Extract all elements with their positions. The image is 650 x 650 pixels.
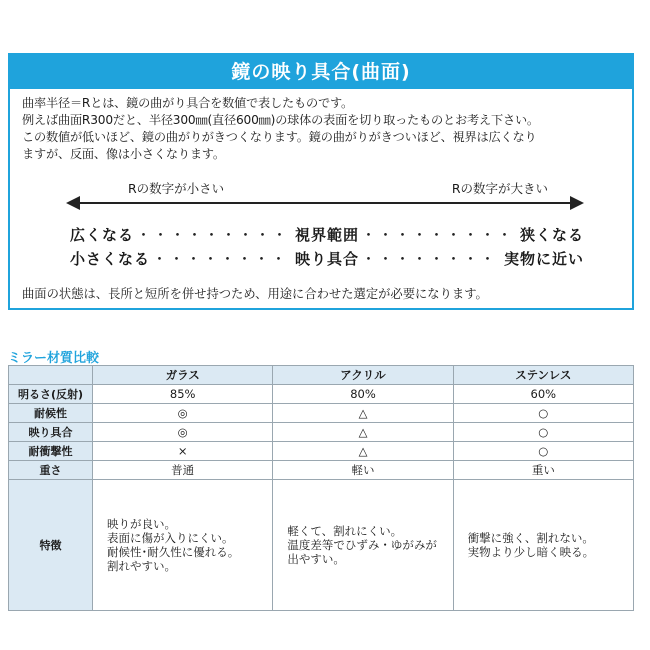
feature-cell-glass [93, 480, 273, 611]
table-cell: 60% [453, 385, 633, 404]
scale-row-reflection [70, 247, 584, 269]
footer-note: 曲面の状態は、長所と短所を併せ持つため、用途に合わせた選定が必要になります。 [22, 287, 488, 301]
panel-title: 鏡の映り具合(曲面) [10, 55, 632, 89]
table-cell: 80% [273, 385, 453, 404]
row-header: 明るさ(反射) [9, 385, 93, 404]
intro-line: 曲率半径＝Rとは、鏡の曲がり具合を数値で表したものです。 [22, 96, 353, 110]
dot-leader [361, 224, 518, 245]
feature-cell-acrylic [273, 480, 453, 611]
intro-line: この数値が低いほど、鏡の曲がりがきつくなります。鏡の曲がりがきついほど、視界は広くなり [22, 130, 537, 144]
arrow-right-icon [570, 196, 584, 210]
table-cell: 普通 [93, 461, 273, 480]
feature-cell-stainless [453, 480, 633, 611]
material-comparison-table [8, 365, 634, 611]
table-cell: ○ [453, 423, 633, 442]
table-header-row [9, 366, 634, 385]
table-row [9, 404, 634, 423]
row-header: 特徴 [9, 480, 93, 611]
dot-leader [361, 248, 502, 269]
col-header: アクリル [273, 366, 453, 385]
table-cell: △ [273, 423, 453, 442]
row-header: 耐衝撃性 [9, 442, 93, 461]
table-row [9, 423, 634, 442]
r-value-arrow [66, 181, 584, 213]
table-row [9, 385, 634, 404]
comparison-title: ミラー材質比較 [8, 351, 100, 366]
table-cell: 重い [453, 461, 633, 480]
feature-line: 実物より少し暗く映る。 [467, 545, 595, 559]
row-header: 重さ [9, 461, 93, 480]
table-cell: △ [273, 404, 453, 423]
table-corner [9, 366, 93, 385]
scale-center: 映り具合 [295, 249, 360, 268]
feature-line: 映りが良い。 [107, 517, 176, 531]
feature-line: 衝撃に強く、割れない。 [467, 531, 594, 545]
table-cell: 軽い [273, 461, 453, 480]
feature-line: 出やすい。 [287, 552, 345, 566]
feature-line: 表面に傷が入りにくい。 [107, 531, 234, 545]
arrow-left-icon [66, 196, 80, 210]
scale-right: 狭くなる [520, 225, 585, 244]
row-header: 映り具合 [9, 423, 93, 442]
feature-line: 温度差等でひずみ・ゆがみが [287, 538, 437, 552]
table-row [9, 442, 634, 461]
scale-center: 視界範囲 [295, 225, 360, 244]
dot-leader [152, 248, 293, 269]
intro-line: ますが、反面、像は小さくなります。 [22, 147, 225, 161]
table-cell: × [93, 442, 273, 461]
table-row [9, 461, 634, 480]
intro-text [22, 95, 622, 163]
feature-line: 軽くて、割れにくい。 [287, 524, 403, 538]
table-cell: 85% [93, 385, 273, 404]
feature-line: 耐候性･耐久性に優れる。 [107, 545, 240, 559]
col-header: ステンレス [453, 366, 633, 385]
arrow-left-label: Rの数字が小さい [128, 181, 225, 196]
arrow-right-label: Rの数字が大きい [451, 181, 548, 196]
arrow-line [76, 202, 574, 204]
mirror-reflection-panel [8, 53, 634, 310]
table-row-features [9, 480, 634, 611]
dot-leader [136, 224, 293, 245]
col-header: ガラス [93, 366, 273, 385]
feature-line: 割れやすい。 [107, 559, 176, 573]
table-cell: ◎ [93, 423, 273, 442]
scale-row-view-range [70, 223, 584, 245]
table-cell: ○ [453, 404, 633, 423]
intro-line: 例えば曲面R300だと、半径300㎜(直径600㎜)の球体の表面を切り取ったものとお考え下さい。 [22, 113, 539, 127]
scale-right: 実物に近い [504, 249, 585, 268]
table-cell: ◎ [93, 404, 273, 423]
scale-left: 小さくなる [70, 249, 151, 268]
scale-left: 広くなる [70, 225, 135, 244]
table-cell: △ [273, 442, 453, 461]
table-cell: ○ [453, 442, 633, 461]
row-header: 耐候性 [9, 404, 93, 423]
